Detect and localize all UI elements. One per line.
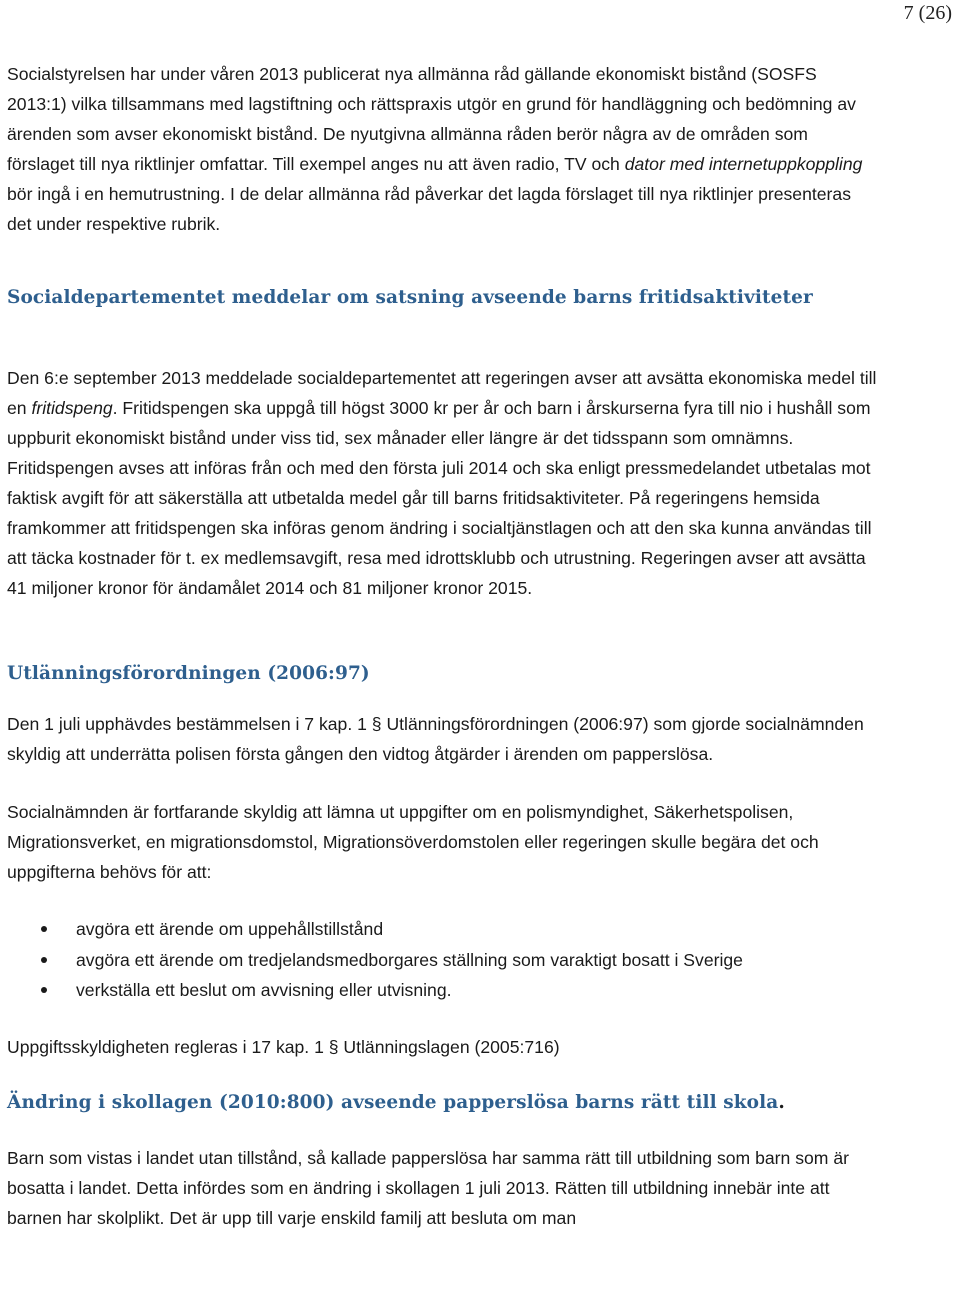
skol-paragraph: Barn som vistas i landet utan tillstånd, så kallade papperslösa har samma rätt till utbildning som barn som är bosatta i landet. Detta infördes som en ändring i skollagen 1 juli 2013. Rätten till utbildning innebär inte att barnen har skolplikt. Det är upp till varje enskild familj att besluta om man bbox=[7, 1147, 849, 1228]
bullet-icon bbox=[41, 957, 47, 963]
intro-text-1: Socialstyrelsen har under våren 2013 publicerat nya allmänna råd gällande ekonomiskt bistånd (SOSFS 2013:1) vilka tillsammans med lagstiftning och rättspraxis utgör en grund för handläggning och bedömning av ärenden som avser ekonomiskt bistånd. De nyutgivna allmänna råden berör några av de områden som förslaget till nya riktlinjer omfattar. Till exempel anges nu att även radio, TV och bbox=[7, 64, 856, 174]
document-body bbox=[7, 59, 877, 1233]
utl-paragraph-3: Uppgiftsskyldigheten regleras i 17 kap. 1 § Utlänningslagen (2005:716) bbox=[7, 1036, 560, 1057]
list-item bbox=[7, 914, 877, 945]
social-text-2: . Fritidspengen ska uppgå till högst 3000 kr per år och barn i årskurserna fyra till nio i hushåll som uppburit ekonomiskt bistånd under viss tid, sex månader eller längre är det tidsspann som omnämns. Fritidspengen avses att införas från och med den första juli 2014 och ska enligt pressmedelandet utbetalas mot faktisk avgift för att säkerställa att utbetalda medel går till barns fritidsaktiviteter. På regeringens hemsida framkommer att fritidspengen ska införas genom ändring i socialtjänstlagen och att den ska kunna användas till att täcka kostnader för t. ex medlemsavgift, resa med idrottsklubb och utrustning. Regeringen avser att avsätta 41 miljoner kronor för ändamålet 2014 och 81 miljoner kronor 2015. bbox=[7, 398, 872, 598]
social-italic-term: fritidspeng bbox=[31, 398, 113, 418]
social-paragraph bbox=[7, 363, 877, 603]
heading-utlanningsforordningen: Utlänningsförordningen (2006:97) bbox=[7, 663, 370, 684]
list-item bbox=[7, 945, 877, 976]
list-item-text: avgöra ett ärende om uppehållstillstånd bbox=[76, 919, 384, 939]
page-number: 7 (26) bbox=[903, 2, 952, 24]
heading-socialdepartementet: Socialdepartementet meddelar om satsning avseende barns fritidsaktiviteter bbox=[7, 287, 813, 308]
bullet-icon bbox=[41, 926, 47, 932]
heading-skollagen-text: Ändring i skollagen (2010:800) avseende papperslösa barns rätt till skola bbox=[7, 1091, 779, 1113]
list-item bbox=[7, 975, 877, 1006]
social-text-1: Den 6:e september 2013 meddelade socialdepartementet att regeringen avser att avsätta ekonomiska medel till en bbox=[7, 368, 877, 418]
intro-paragraph bbox=[7, 59, 877, 239]
utl-bullet-list bbox=[7, 914, 877, 1006]
heading-skollagen-period: . bbox=[778, 1091, 785, 1113]
utl-paragraph-2: Socialnämnden är fortfarande skyldig att lämna ut uppgifter om en polismyndighet, Säkerhetspolisen, Migrationsverket, en migrationsdomstol, Migrationsöverdomstolen eller regeringen skulle begära det och uppgifterna behövs för att: bbox=[7, 802, 819, 882]
utl-paragraph-1: Den 1 juli upphävdes bestämmelsen i 7 kap. 1 § Utlänningsförordningen (2006:97) som gjorde socialnämnden skyldig att underrätta polisen första gången den vidtog åtgärder i ärenden om papperslösa. bbox=[7, 714, 864, 764]
list-item-text: avgöra ett ärende om tredjelandsmedborgares ställning som varaktigt bosatt i Sverige bbox=[76, 949, 743, 970]
list-item-text: verkställa ett beslut om avvisning eller utvisning. bbox=[76, 980, 452, 1000]
heading-skollagen bbox=[7, 1087, 877, 1119]
intro-text-2: bör ingå i en hemutrustning. I de delar allmänna råd påverkar det lagda förslaget till nya riktlinjer presenteras det under respektive rubrik. bbox=[7, 184, 851, 234]
bullet-icon bbox=[41, 987, 47, 993]
intro-italic-term: dator med internetuppkoppling bbox=[624, 154, 863, 174]
